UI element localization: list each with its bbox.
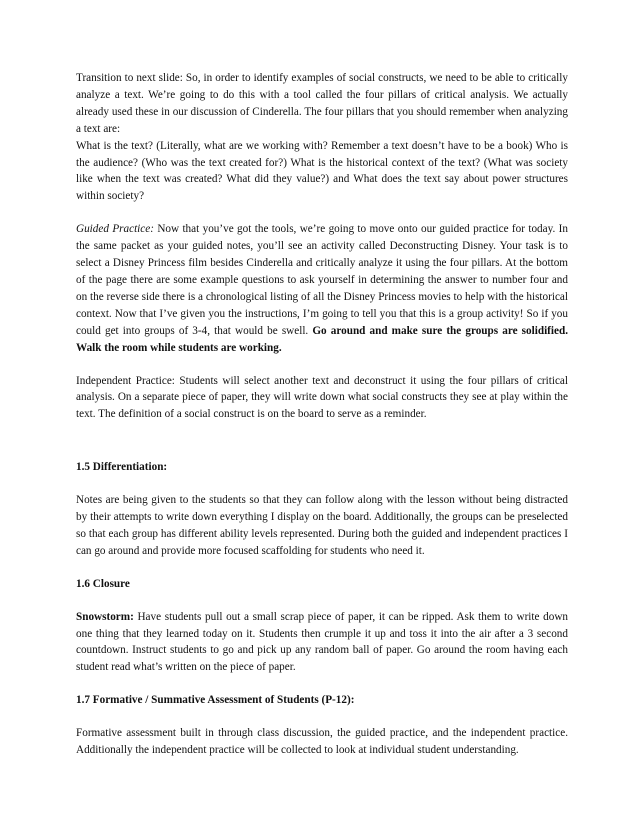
assessment-heading: 1.7 Formative / Summative Assessment of Students (P-12): xyxy=(76,694,355,707)
differentiation-heading: 1.5 Differentiation: xyxy=(76,461,168,474)
spacer xyxy=(76,560,568,576)
guided-practice-teacher-note: Go around and make sure the groups are solidified. Walk the room while students are working. xyxy=(76,324,568,354)
spacer xyxy=(76,205,568,221)
four-pillars-questions: What is the text? (Literally, what are we working with? Remember a text doesn’t have to be a book) Who is the audience? (Who was the text created for?) What is the historical context of the text? (What was society like when the text was created? What did they value?) and What does the text say about power structures within society? xyxy=(76,139,568,203)
spacer xyxy=(76,676,568,692)
snowstorm-label: Snowstorm: xyxy=(76,610,134,623)
closure-text: Have students pull out a small scrap piece of paper, it can be ripped. Ask them to write down one thing that they learned today on it. Students then crumple it up and toss it into the air after a 3 second countdown. Instruct students to go and pick up any random ball of paper. Go around the room having each student read what’s written on the piece of paper. xyxy=(76,610,568,674)
spacer xyxy=(76,357,568,373)
guided-practice-paragraph xyxy=(76,221,568,356)
closure-paragraph xyxy=(76,609,568,677)
spacer xyxy=(76,709,568,725)
transition-text: Transition to next slide: So, in order to identify examples of social constructs, we need to be able to critically analyze a text. We’re going to do this with a tool called the four pillars of critical analysis. We actually already used these in our discussion of Cinderella. The four pillars that you should remember when analyzing a text are: xyxy=(76,72,568,135)
closure-heading: 1.6 Closure xyxy=(76,577,130,590)
spacer xyxy=(76,593,568,609)
assessment-paragraph: Formative assessment built in through class discussion, the guided practice, and the independent practice. Additionally the independent practice will be collected to look at individual student understanding. xyxy=(76,727,568,757)
transition-paragraph xyxy=(76,70,568,205)
spacer xyxy=(76,476,568,492)
guided-practice-label: Guided Practice: xyxy=(76,223,154,236)
document-body xyxy=(76,70,568,759)
guided-practice-text: Now that you’ve got the tools, we’re going to move onto our guided practice for today. In the same packet as your guided notes, you’ll see an activity called Deconstructing Disney. Your task is to select a Disney Princess film besides Cinderella and critically analyze it using the four pillars. At the bottom of the page there are some example questions to ask yourself in determining the answer to number four and on the reverse side there is a chronological listing of all the Disney Princess movies to help with the historical context. Now that I’ve given you the instructions, I’m going to tell you that this is a group activity! So if you could get into groups of 3-4, that would be swell. xyxy=(76,223,568,337)
spacer xyxy=(76,423,568,459)
independent-practice-paragraph: Independent Practice: Students will select another text and deconstruct it using the four pillars of critical analysis. On a separate piece of paper, they will write down what social constructs they see at play within the text. The definition of a social construct is on the board to serve as a reminder. xyxy=(76,374,568,421)
differentiation-paragraph: Notes are being given to the students so that they can follow along with the lesson without being distracted by their attempts to write down everything I display on the board. Additionally, the groups can be preselected so that each group has different ability levels represented. During both the guided and independent practices I can go around and provide more focused scaffolding for students who need it. xyxy=(76,494,568,557)
